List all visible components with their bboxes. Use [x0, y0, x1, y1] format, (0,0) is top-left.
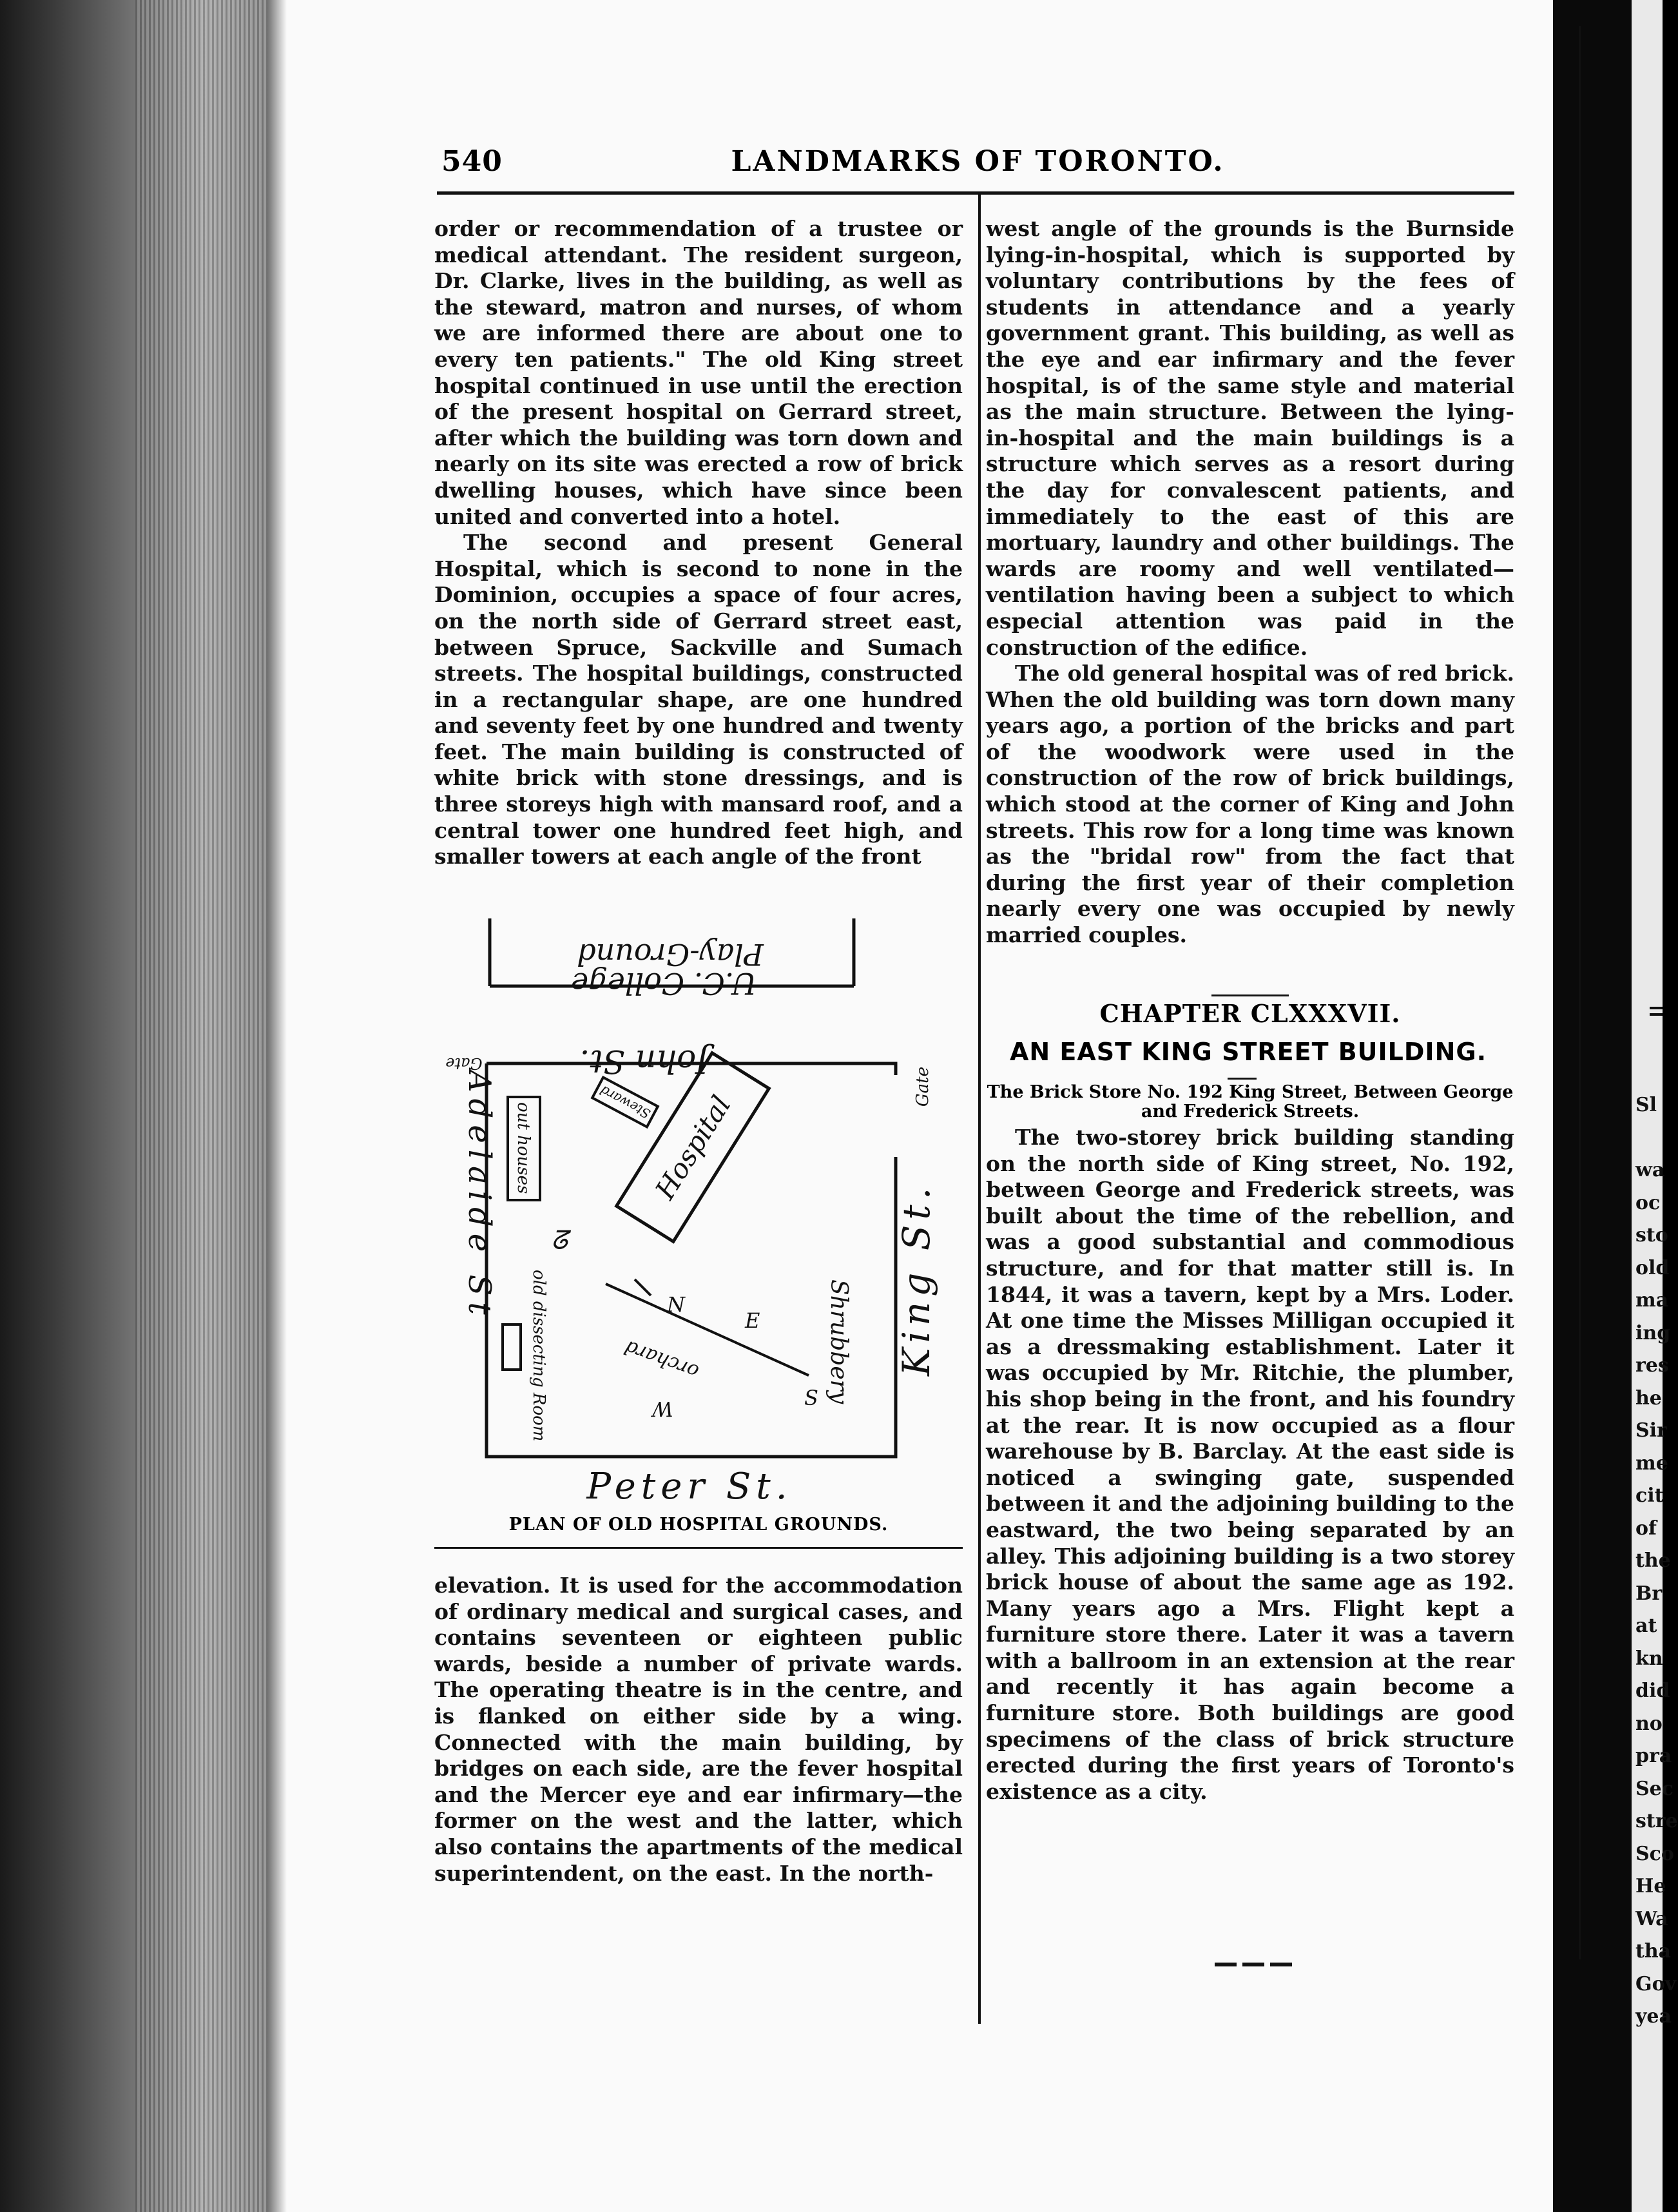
paragraph: The two-storey brick building standing on the north side of King street, No. 192, between George and Frederick streets, was built about the time of the rebellion, and was a good substantial and commodious structure, and for that matter still is. In 1844, it was a tavern, kept by a Mrs. Loder. At one time the Misses Milligan occupied it as a dressmaking establishment. Later it was occupied by Mr. Ritchie, the plumber, his shop being in the front, and his foundry at the rear. It is now occupied as a flour warehouse by B. Barclay. At the east side is noticed a swinging gate, suspended between it and the adjoining building to the eastward, the two being separated by an alley. This adjoining building is a two storey brick house of about the same age as 192. Many years ago a Mrs. Flight kept a furniture store there. Later it was a tavern with a ballroom in an extension at the rear and recently it has again become a furniture store. Both buildings are good specimens of the class of brick structure erected during the first years of Toronto's existence as a city. [986, 1125, 1514, 1804]
orchard-label: orchard [621, 1335, 702, 1383]
paragraph: order or recommendation of a trustee or medical attendant. The resident surgeon, Dr. Clarke, lives in the building, as well as the steward, matron and nurses, of whom we are informed there are about one to every ten patients." The old King street hospital continued in use until the erection of the present hospital on Gerrard street, after which the building was torn down and nearly on its site was erected a row of brick dwelling houses, which have since been united and converted into a hotel. [434, 216, 963, 529]
fragment-line: kn [1635, 1647, 1663, 1670]
title-rule [1228, 1078, 1257, 1080]
fragment-line: sto [1635, 1224, 1668, 1247]
fragment-line: oc [1635, 1191, 1661, 1214]
fragment-line: the [1635, 1549, 1671, 1572]
paragraph: The old general hospital was of red brick. When the old building was torn down many years ago, a portion of the bricks and part of the woodwork were used in the construction of the row of brick buildings, which stood at the corner of King and John streets. This row for a long time was known as the "bridal row" from the fact that during the first year of their completion nearly every one was occupied by newly married couples. [986, 661, 1514, 948]
paragraph: The second and present General Hospital, which is second to none in the Dominion, occupies a space of four acres, on the north side of Gerrard street east, between Spruce, Sackville and Sumach streets. The hospital buildings, constructed in a rectangular shape, are one hundred and seventy feet by one hundred and twenty feet. The main building is constructed of white brick with stone dressings, and is three storeys high with mansard roof, and a central tower one hundred feet high, and smaller towers at each angle of the front [434, 530, 963, 869]
plan-caption: PLAN OF OLD HOSPITAL GROUNDS. [508, 1515, 889, 1535]
paragraph: west angle of the grounds is the Burnside lying-in-hospital, which is supported by voluntary contributions by the fees of students in attendance and a yearly government grant. This building, as well as the eye and ear infirmary and the fever hospital, is of the same style and material as the main structure. Between the lying-in-hospital and the main buildings is a structure which serves as a resort during the day for convalescent patients, and immediately to the east of this are mortuary, laundry and other buildings. The wards are roomy and well ventilated—ventilation having been a subject to which especial attention was paid in the construction of the edifice. [986, 216, 1514, 660]
adelaide-st-label: Adelaide St [461, 1070, 497, 1321]
fragment-line: Gov [1635, 1972, 1677, 1995]
fragment-line: no [1635, 1712, 1663, 1735]
fragment-line: Sl [1635, 1094, 1657, 1116]
chapter-subhead: The Brick Store No. 192 King Street, Between George and Frederick Streets. [987, 1082, 1514, 1121]
hospital-building [617, 1053, 769, 1242]
running-title: LANDMARKS OF TORONTO. [731, 145, 1225, 178]
chapter-heading: CHAPTER CLXXXVII. [1099, 999, 1401, 1028]
fragment-line: Sco [1635, 1842, 1674, 1865]
fragment-line: Br [1635, 1582, 1663, 1605]
fragment-line: cit [1635, 1484, 1664, 1507]
paragraph: elevation. It is used for the accommodation of ordinary medical and surgical cases, and contains seventeen or eighteen public wards, beside a number of private wards. The operating theatre is in the centre, and is flanked on either side by a wing. Connected with the main building, by bridges on each side, are the fever hospital and the Mercer eye and ear infirmary—the former on the west and the latter, which also contains the apartments of the medical superintendent, on the east. In the north- [434, 1573, 963, 1886]
college-box [490, 918, 854, 1001]
play-ground-label: Play-Ground [577, 937, 764, 972]
steward-label: Steward [597, 1082, 653, 1122]
fragment-line: ma [1635, 1289, 1669, 1312]
page-number: 540 [441, 145, 503, 178]
dissecting-room-label: old dissecting Room [529, 1270, 548, 1442]
fragment-line: res [1635, 1354, 1669, 1377]
hospital-grounds-plan [445, 909, 941, 1521]
fragment-line: He [1635, 1875, 1666, 1897]
left-column-top [434, 216, 963, 870]
fragment-line: Sir [1635, 1419, 1667, 1442]
section-end-mark [1215, 1963, 1292, 1966]
fragment-line: ing [1635, 1321, 1671, 1344]
fragment-line: did [1635, 1680, 1670, 1702]
fragment-line: tha [1635, 1940, 1672, 1963]
fragment-line: stre [1635, 1810, 1678, 1832]
compass-w: W [652, 1397, 673, 1421]
right-column-top [986, 216, 1514, 949]
right-column-bottom [986, 1125, 1514, 1805]
out-houses-label: out houses [514, 1102, 533, 1194]
fragment-line: at [1635, 1615, 1657, 1637]
header-rule [437, 191, 1514, 195]
king-st-label: King St. [894, 1182, 938, 1376]
gate-label: Gate [913, 1067, 932, 1107]
compass-e: E [745, 1308, 760, 1333]
chapter-title: AN EAST KING STREET BUILDING. [1009, 1038, 1487, 1066]
compass-n: N [667, 1292, 685, 1317]
page-edge-line [1579, 26, 1581, 1959]
caption-rule [434, 1547, 963, 1549]
compass-mark: ᘔ [551, 1226, 568, 1256]
compass-arrow [635, 1279, 651, 1295]
peter-st-label: Peter St. [586, 1466, 793, 1508]
steward-building [592, 1078, 658, 1127]
chapter-rule [1211, 994, 1289, 996]
compass-s: S [804, 1386, 818, 1410]
fragment-line: Wa [1635, 1907, 1668, 1930]
fragment-line: yea [1635, 2005, 1672, 2028]
shrubbery-label: Shrubbery [825, 1279, 852, 1404]
fragment-line [1635, 1122, 1663, 1155]
uc-college-label: U.C. College [570, 966, 757, 1001]
page-gutter-shadow [267, 0, 287, 2212]
fragment-line: pra [1635, 1745, 1672, 1767]
column-rule [978, 193, 981, 2024]
left-column-bottom [434, 1573, 963, 1887]
gate-label: Gate [445, 1054, 483, 1072]
hospital-label: Hospital [649, 1090, 737, 1205]
book-page-edges [0, 0, 271, 2212]
fragment-line: me [1635, 1451, 1668, 1475]
fragment-line: Sec [1635, 1777, 1674, 1800]
page-header [441, 145, 1514, 197]
john-st-label: John St. [579, 1043, 709, 1080]
fragment-line: of [1635, 1517, 1657, 1540]
fragment-line: old [1635, 1256, 1670, 1279]
dissecting-room-building [503, 1324, 521, 1370]
next-page-marks [1650, 1005, 1663, 1018]
fragment-line: wa [1635, 1159, 1665, 1181]
fragment-line: he [1635, 1386, 1662, 1410]
next-page-fragments [1635, 1089, 1678, 2033]
